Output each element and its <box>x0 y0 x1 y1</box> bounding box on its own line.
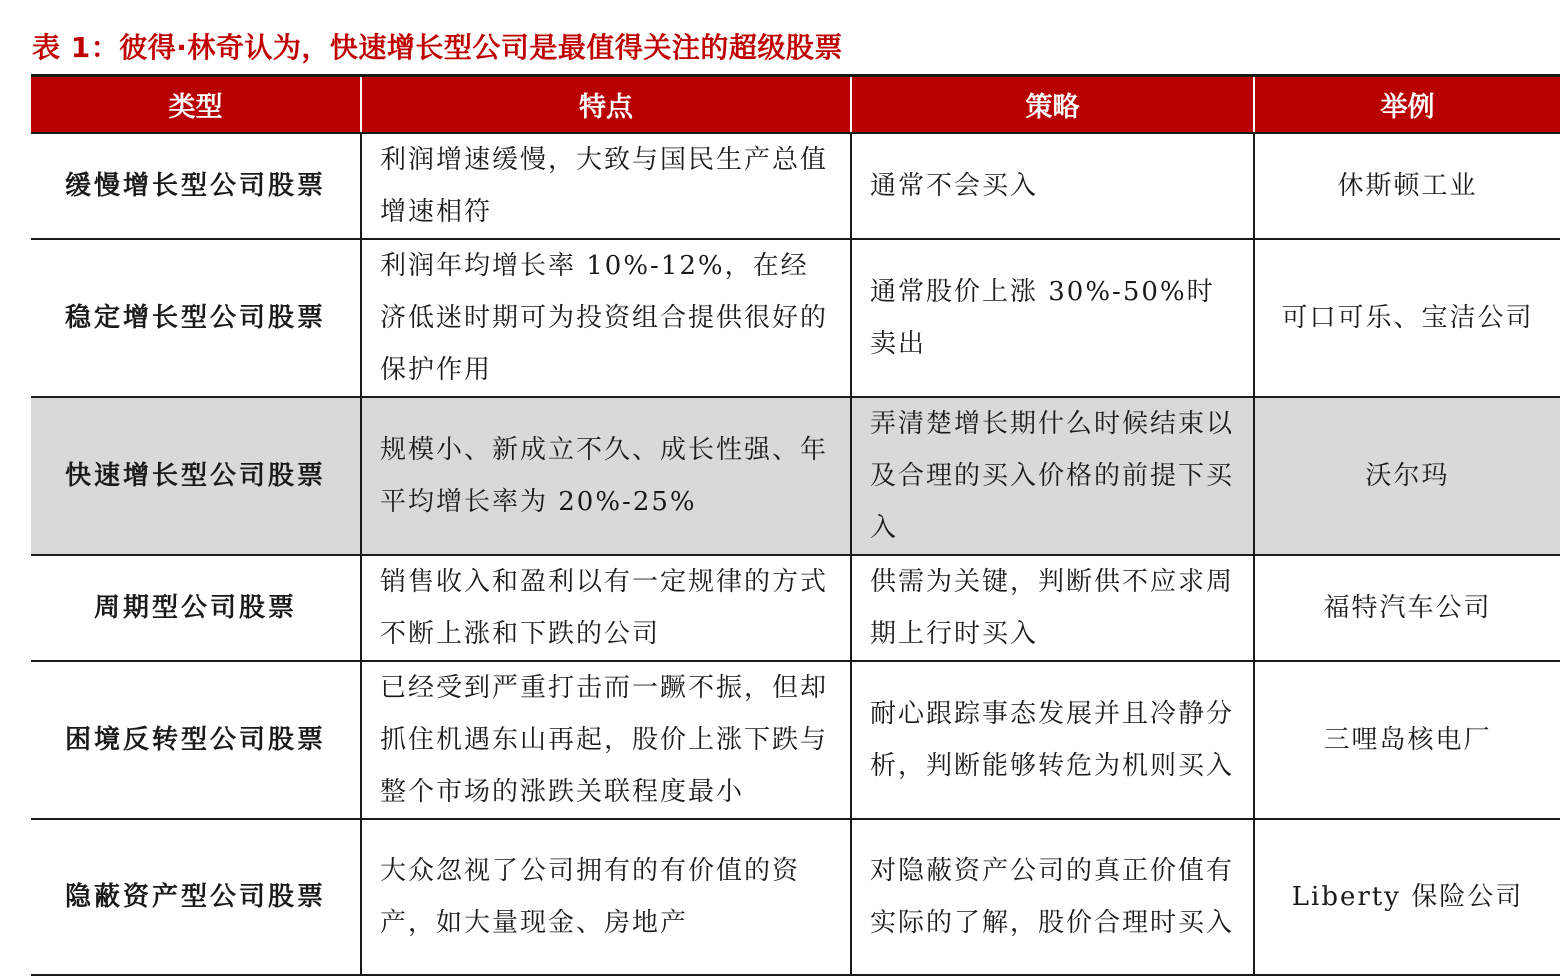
example-cell: 沃尔玛 <box>1254 397 1560 555</box>
feature-cell: 销售收入和盈利以有一定规律的方式不断上涨和下跌的公司 <box>361 555 851 661</box>
header-example: 举例 <box>1254 76 1560 134</box>
table-caption: 表 1：彼得·林奇认为，快速增长型公司是最值得关注的超级股票 <box>32 31 843 64</box>
table-row-highlighted <box>31 397 1560 555</box>
feature-cell: 已经受到严重打击而一蹶不振，但却抓住机遇东山再起，股价上涨下跌与整个市场的涨跌关联程度最小 <box>361 661 851 819</box>
stock-types-table <box>31 74 1560 976</box>
strategy-cell: 对隐蔽资产公司的真正价值有实际的了解，股价合理时买入 <box>851 819 1254 975</box>
table-row <box>31 133 1560 239</box>
header-feature: 特点 <box>361 76 851 134</box>
table-row <box>31 819 1560 975</box>
feature-cell: 规模小、新成立不久、成长性强、年平均增长率为 20%-25% <box>361 397 851 555</box>
example-cell: 三哩岛核电厂 <box>1254 661 1560 819</box>
strategy-cell: 供需为关键，判断供不应求周期上行时买入 <box>851 555 1254 661</box>
header-row <box>31 76 1560 134</box>
type-cell: 快速增长型公司股票 <box>31 397 361 555</box>
example-cell: Liberty 保险公司 <box>1254 819 1560 975</box>
strategy-cell: 通常不会买入 <box>851 133 1254 239</box>
example-cell: 福特汽车公司 <box>1254 555 1560 661</box>
header-type: 类型 <box>31 76 361 134</box>
strategy-cell: 通常股价上涨 30%-50%时卖出 <box>851 239 1254 397</box>
type-cell: 缓慢增长型公司股票 <box>31 133 361 239</box>
feature-cell: 大众忽视了公司拥有的有价值的资产，如大量现金、房地产 <box>361 819 851 975</box>
table-row <box>31 239 1560 397</box>
table-row <box>31 555 1560 661</box>
type-cell: 隐蔽资产型公司股票 <box>31 819 361 975</box>
example-cell: 可口可乐、宝洁公司 <box>1254 239 1560 397</box>
type-cell: 周期型公司股票 <box>31 555 361 661</box>
example-cell: 休斯顿工业 <box>1254 133 1560 239</box>
type-cell: 困境反转型公司股票 <box>31 661 361 819</box>
type-cell: 稳定增长型公司股票 <box>31 239 361 397</box>
feature-cell: 利润年均增长率 10%-12%，在经济低迷时期可为投资组合提供很好的保护作用 <box>361 239 851 397</box>
feature-cell: 利润增速缓慢，大致与国民生产总值增速相符 <box>361 133 851 239</box>
header-strategy: 策略 <box>851 76 1254 134</box>
strategy-cell: 弄清楚增长期什么时候结束以及合理的买入价格的前提下买入 <box>851 397 1254 555</box>
strategy-cell: 耐心跟踪事态发展并且冷静分析，判断能够转危为机则买入 <box>851 661 1254 819</box>
table-row <box>31 661 1560 819</box>
